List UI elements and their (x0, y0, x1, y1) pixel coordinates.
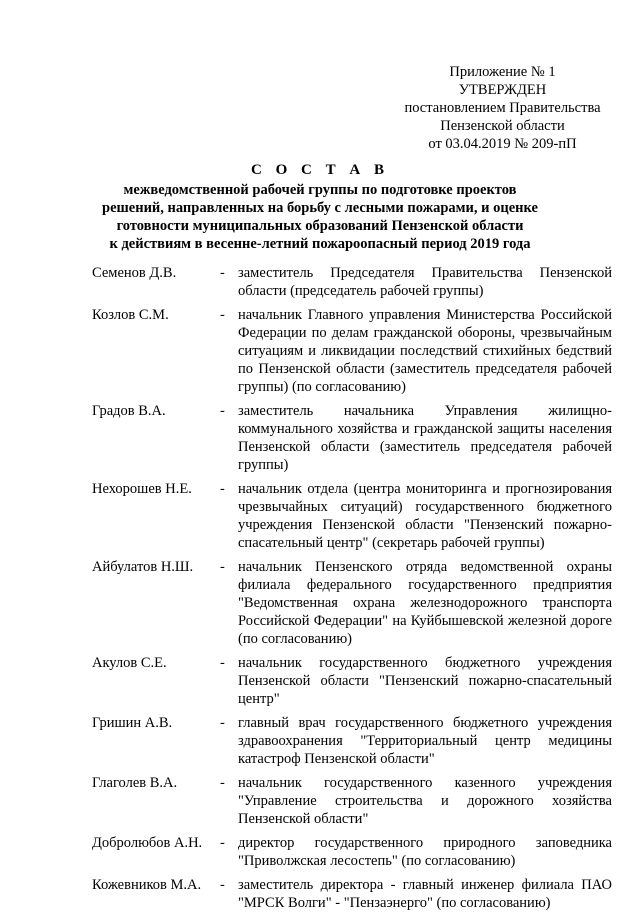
member-dash: - (220, 559, 225, 575)
list-item (92, 306, 612, 396)
list-item (92, 402, 612, 474)
member-position: начальник государственного казенного учреждения "Управление строительства и дорожного хозяйства Пензенской области" (238, 775, 612, 827)
list-item (92, 264, 612, 300)
member-position: главный врач государственного бюджетного учреждения здравоохранения "Территориальный центр медицины катастроф Пензенской области" (238, 715, 612, 767)
member-name: Гришин А.В. (92, 715, 173, 731)
member-name: Айбулатов Н.Ш. (92, 559, 194, 575)
list-item (92, 834, 612, 870)
list-item (92, 480, 612, 552)
member-dash: - (220, 403, 225, 419)
member-name: Нехорошев Н.Е. (92, 481, 192, 497)
title-line-1: межведомственной рабочей группы по подготовке проектов (123, 182, 517, 198)
list-item (92, 714, 612, 768)
member-dash: - (220, 775, 225, 791)
member-dash: - (220, 265, 225, 281)
appendix-number: Приложение № 1 (449, 64, 556, 80)
title-heading: С О С Т А В (251, 162, 389, 178)
member-dash: - (220, 481, 225, 497)
member-dash: - (220, 835, 225, 851)
member-position: начальник отдела (центра мониторинга и прогнозирования чрезвычайных ситуаций) государственного бюджетного учреждения Пензенской области "Пензенский пожарно-спасательный центр" (секретарь рабочей группы) (238, 481, 612, 551)
approved-by: постановлением Правительства (404, 100, 601, 116)
approved-label: УТВЕРЖДЕН (458, 82, 547, 98)
member-position: заместитель начальника Управления жилищно-коммунального хозяйства и гражданской защиты населения Пензенской области (заместитель председателя рабочей группы) (238, 403, 612, 473)
members-list (92, 264, 612, 918)
member-position: начальник Пензенского отряда ведомственной охраны филиала федерального государственного предприятия "Ведомственная охрана железнодорожного транспорта Российской Федерации" на Куйбышевской железной дороге (по согласованию) (238, 559, 612, 647)
title-line-2: решений, направленных на борьбу с лесными пожарами, и оценке (102, 200, 538, 216)
member-name: Козлов С.М. (92, 307, 169, 323)
member-name: Акулов С.Е. (92, 655, 167, 671)
member-dash: - (220, 655, 225, 671)
title-line-3: готовности муниципальных образований Пензенской области (116, 218, 524, 234)
document-title (40, 161, 600, 253)
approved-by-region: Пензенской области (440, 118, 565, 134)
member-name: Градов В.А. (92, 403, 166, 419)
member-position: начальник Главного управления Министерства Российской Федерации по делам гражданской обороны, чрезвычайным ситуациям и ликвидации последствий стихийных бедствий по Пензенской области (заместитель председателя рабочей группы) (по согласованию) (238, 307, 612, 395)
list-item (92, 558, 612, 648)
list-item (92, 774, 612, 828)
title-line-4: к действиям в весенне-летний пожароопасный период 2019 года (109, 236, 531, 252)
member-dash: - (220, 715, 225, 731)
member-name: Глаголев В.А. (92, 775, 178, 791)
member-dash: - (220, 877, 225, 893)
approval-date-number: от 03.04.2019 № 209-пП (428, 136, 577, 152)
list-item (92, 654, 612, 708)
member-position: директор государственного природного заповедника "Приволжская лесостепь" (по согласованию) (238, 835, 612, 869)
list-item (92, 876, 612, 912)
member-position: заместитель Председателя Правительства Пензенской области (председатель рабочей группы) (238, 265, 612, 299)
approval-block (395, 63, 610, 153)
member-name: Добролюбов А.Н. (92, 835, 203, 851)
member-position: заместитель директора - главный инженер филиала ПАО "МРСК Волги" - "Пензаэнерго" (по согласованию) (238, 877, 612, 911)
member-dash: - (220, 307, 225, 323)
member-name: Кожевников М.А. (92, 877, 202, 893)
member-position: начальник государственного бюджетного учреждения Пензенской области "Пензенский пожарно-спасательный центр" (238, 655, 612, 707)
member-name: Семенов Д.В. (92, 265, 177, 281)
